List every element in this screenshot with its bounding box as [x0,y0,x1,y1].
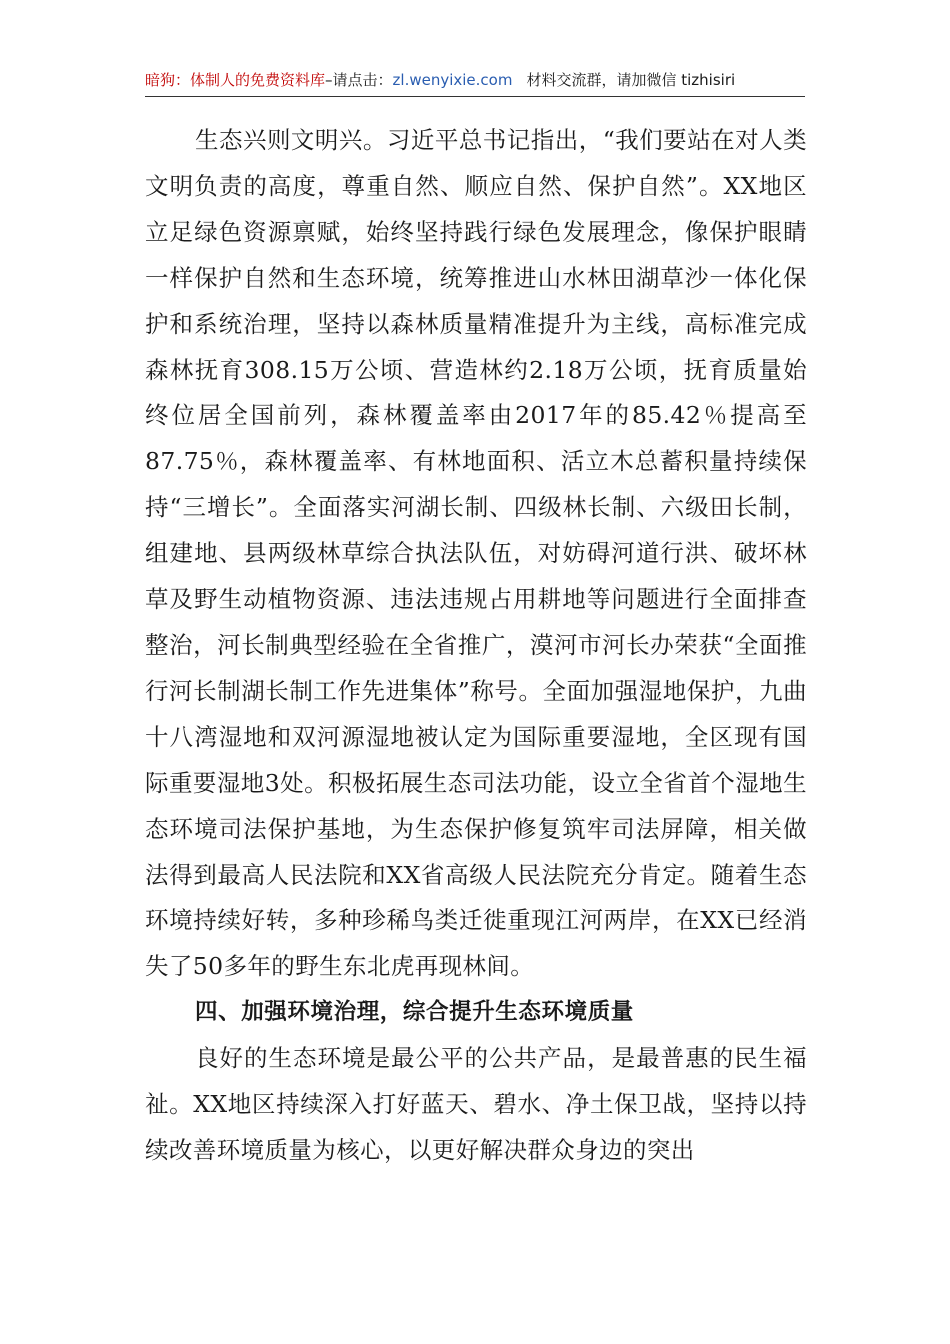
page-header [145,66,805,97]
section-heading-4: 四、加强环境治理，综合提升生态环境质量 [195,999,634,1026]
header-contact: 材料交流群，请加微信 tizhisiri [526,71,736,89]
header-link[interactable]: zl.wenyixie.com [392,71,513,89]
paragraph-ecology: 生态兴则文明兴。习近平总书记指出，“我们要站在对人类文明负责的高度，尊重自然、顺应自然、保护自然”。XX地区立足绿色资源禀赋，始终坚持践行绿色发展理念，像保护眼睛一样保护自然和生态环境，统筹推进山水林田湖草沙一体化保护和系统治理，坚持以森林质量精准提升为主线，高标准完成森林抚育308.15万公顷、营造林约2.18万公顷，抚育质量始终位居全国前列，森林覆盖率由2017年的85.42％提高至87.75％，森林覆盖率、有林地面积、活立木总蓄积量持续保持“三增长”。全面落实河湖长制、四级林长制、六级田长制，组建地、县两级林草综合执法队伍，对妨碍河道行洪、破坏林草及野生动植物资源、违法违规占用耕地等问题进行全面排查整治，河长制典型经验在全省推广，漠河市河长办荣获“全面推行河长制湖长制工作先进集体”称号。全面加强湿地保护，九曲十八湾湿地和双河源湿地被认定为国际重要湿地，全区现有国际重要湿地3处。积极拓展生态司法功能，设立全省首个湿地生态环境司法保护基地，为生态保护修复筑牢司法屏障，相关做法得到最高人民法院和XX省高级人民法院充分肯定。随着生态环境持续好转，多种珍稀鸟类迁徙重现江河两岸，在XX已经消失了50多年的野生东北虎再现林间。 [145,126,807,981]
paragraph-environment: 良好的生态环境是最公平的公共产品，是最普惠的民生福祉。XX地区持续深入打好蓝天、碧水、净土保卫战，坚持以持续改善环境质量为核心，以更好解决群众身边的突出 [145,1044,807,1164]
header-separator: –请点击： [325,71,393,89]
header-brand: 暗狗：体制人的免费资料库 [145,71,326,89]
document-body [145,118,807,1174]
